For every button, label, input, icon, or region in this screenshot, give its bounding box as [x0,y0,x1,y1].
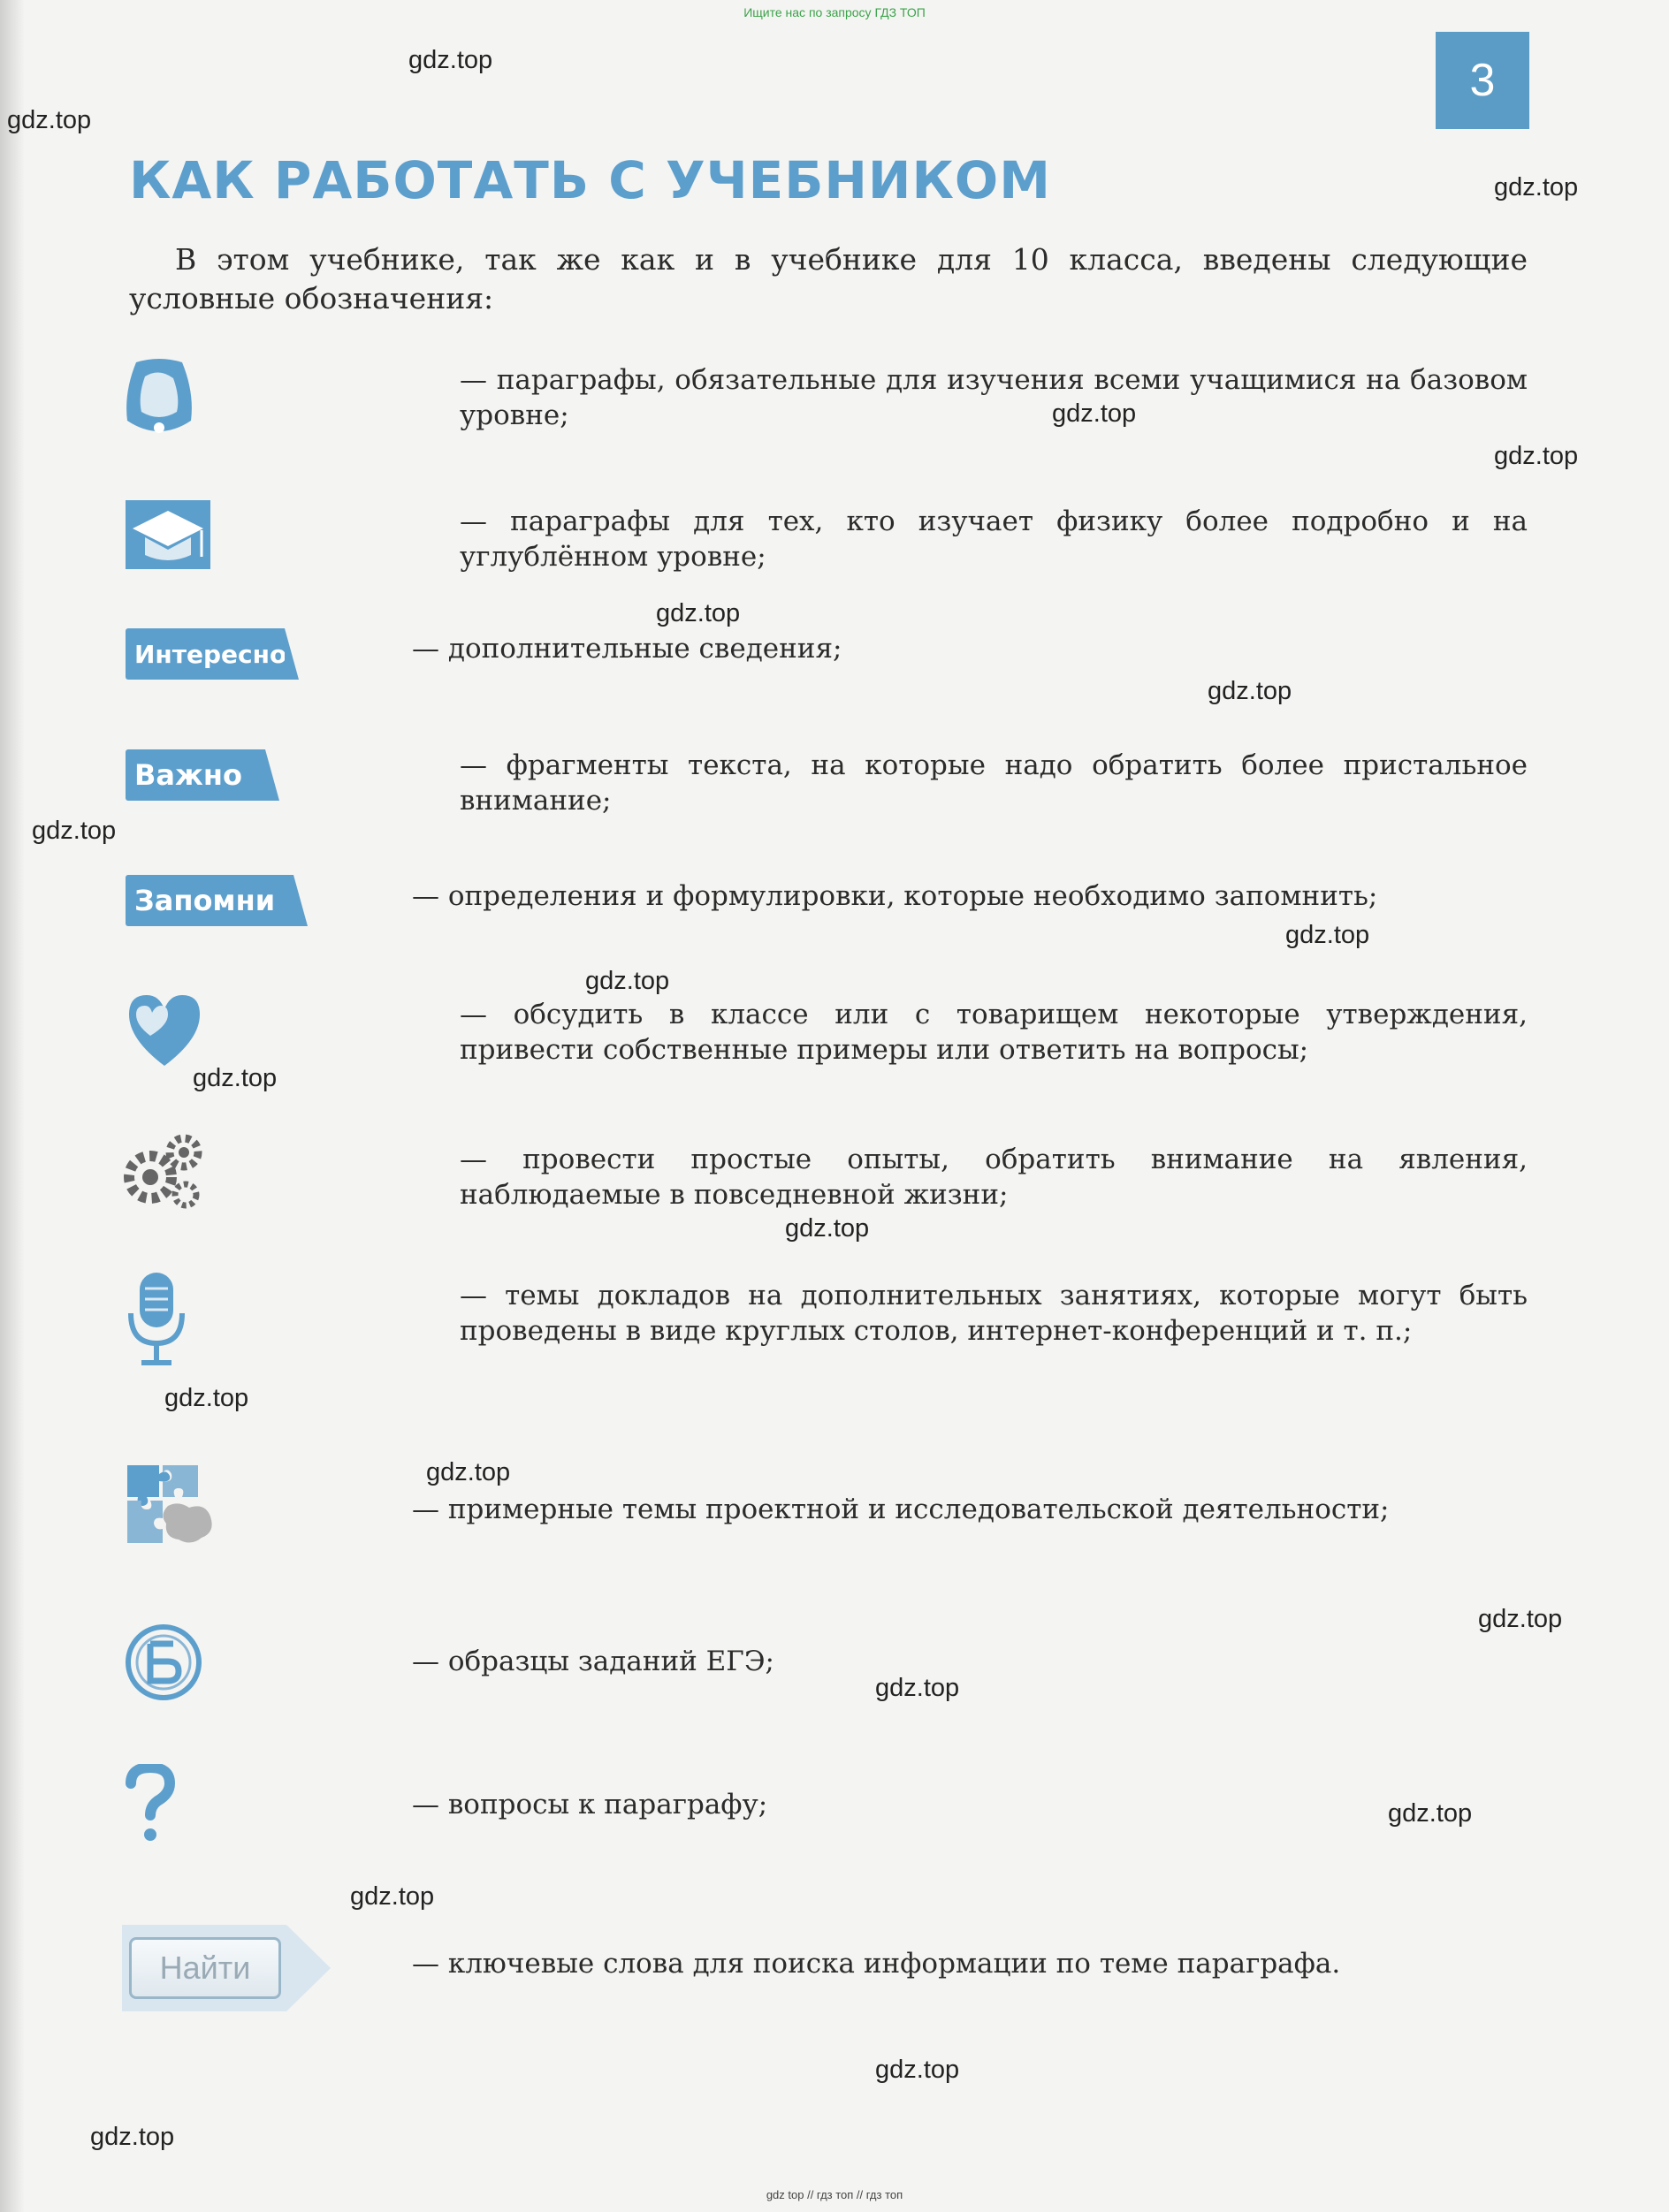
watermark: gdz.top [1478,1605,1563,1633]
intro-paragraph: В этом учебнике, так же как и в учебнике для 10 класса, введены следующие условные обозначения: [129,242,1528,315]
find-button: Найти [129,1937,281,1999]
legend-text-keywords: — ключевые слова для поиска информации по теме параграфа. [412,1948,1341,1980]
watermark: gdz.top [350,1882,435,1911]
watermark: gdz.top [7,106,92,134]
legend-text-important: — фрагменты текста, на которые надо обратить более пристальное внимание; [460,749,1528,817]
watermark: gdz.top [1494,173,1579,201]
watermark: gdz.top [90,2123,175,2151]
watermark: gdz.top [32,817,117,845]
legend-text-ege: — образцы заданий ЕГЭ; [412,1646,774,1677]
important-badge: Важно [126,749,265,801]
watermark: gdz.top [656,599,741,627]
page-shadow [0,0,25,2212]
watermark: gdz.top [875,2056,960,2084]
remember-badge: Запомни [126,875,293,926]
watermark: gdz.top [1052,399,1137,428]
watermark: gdz.top [1285,921,1370,949]
watermark: gdz.top [1388,1799,1473,1828]
gears-icon [124,1129,205,1212]
legend-text-projects: — примерные темы проектной и исследовательской деятельности; [412,1494,1390,1525]
watermark: gdz.top [585,967,670,995]
hearts-discussion-icon [124,986,205,1069]
interesting-badge: Интересно [126,628,285,680]
watermark: gdz.top [1208,677,1292,705]
question-mark-icon [124,1764,177,1843]
legend-text-remember: — определения и формулировки, которые необходимо запомнить; [412,880,1378,912]
watermark: gdz.top [785,1214,870,1243]
top-banner: Ищите нас по запросу ГДЗ ТОП [743,5,926,19]
watermark: gdz.top [875,1674,960,1702]
graduation-cap-icon [126,500,210,569]
legend-text-advanced: — параграфы для тех, кто изучает физику более подробно и на углублённом уровне; [460,505,1528,573]
legend-text-experiments: — провести простые опыты, обратить внимание на явления, наблюдаемые в повседневной жизни; [460,1144,1528,1211]
legend-text-discuss: — обсудить в классе или с товарищем некоторые утверждения, привести собственные примеры или ответить на вопросы; [460,999,1528,1066]
bottom-banner: gdz top // гдз топ // гдз топ [766,2188,903,2201]
page-title: КАК РАБОТАТЬ С УЧЕБНИКОМ [129,150,1051,210]
microphone-icon [126,1273,187,1368]
bell-icon [124,357,194,440]
puzzle-icon [124,1462,217,1547]
legend-text-basic: — параграфы, обязательные для изучения всеми учащимися на базовом уровне; [460,364,1528,431]
watermark: gdz.top [1494,442,1579,470]
legend-text-questions: — вопросы к параграфу; [412,1789,768,1821]
page-number: 3 [1436,32,1529,129]
legend-text-interesting: — дополнительные сведения; [412,633,842,665]
ege-logo-icon [124,1623,203,1702]
watermark: gdz.top [426,1458,511,1486]
watermark: gdz.top [164,1384,249,1412]
watermark: gdz.top [193,1064,278,1092]
watermark: gdz.top [408,46,493,74]
legend-text-reports: — темы докладов на дополнительных занятиях, которые могут быть проведены в виде круглых столов, интернет-конференций и т. п.; [460,1280,1528,1347]
